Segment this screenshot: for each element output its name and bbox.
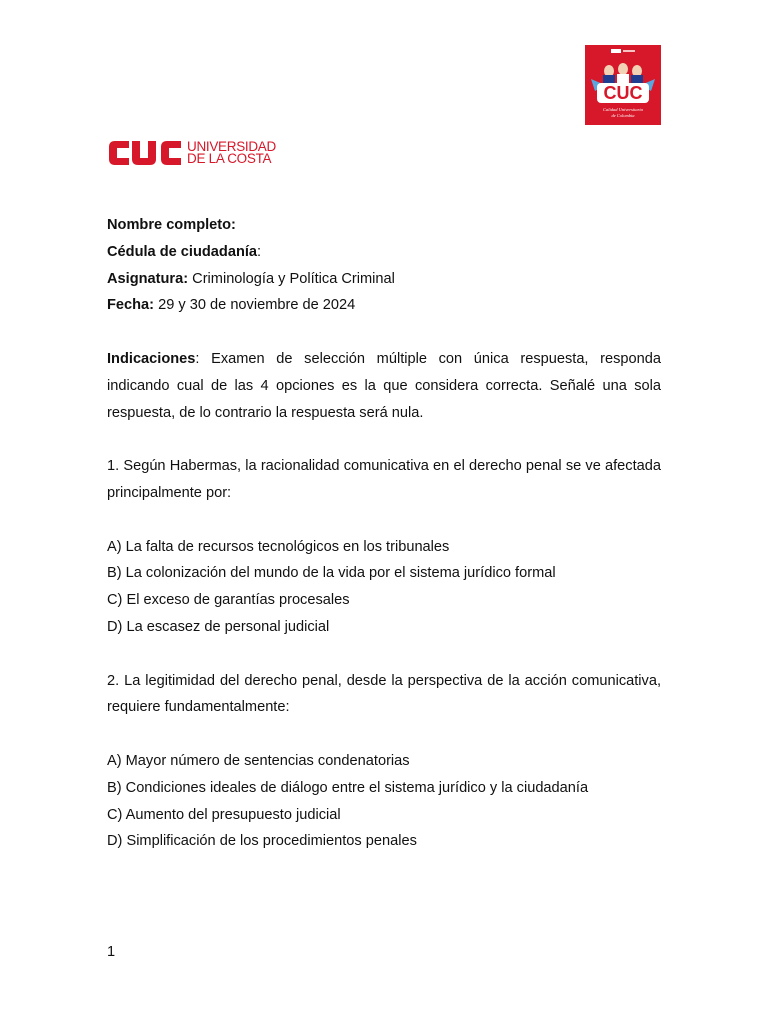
question-2-option-d: D) Simplificación de los procedimientos penales [107,833,417,850]
logo-wordmark [187,141,276,165]
spacer [107,319,661,346]
page-number: 1 [107,944,116,960]
badge-logo-text: CUC [603,83,643,103]
instructions-paragraph [107,346,661,426]
question-2-option-c: C) Aumento del presupuesto judicial [107,806,341,823]
question-1-option-b: B) La colonización del mundo de la vida por el sistema jurídico formal [107,565,556,582]
question-2-option-b: B) Condiciones ideales de diálogo entre el sistema jurídico y la ciudadanía [107,779,589,796]
question-2-text: 2. La legitimidad del derecho penal, desde la perspectiva de la acción comunicativa, requiere fundamentalmente: [107,672,661,716]
date-field [107,292,661,319]
subject-value: Criminología y Política Criminal [188,270,395,287]
name-label: Nombre completo: [107,217,236,233]
id-field [107,239,661,266]
exam-content [107,212,661,855]
question-1-option-c: C) El exceso de garantías procesales [107,592,350,609]
spacer [107,507,661,534]
date-label: Fecha: [107,297,155,314]
date-value: 29 y 30 de noviembre de 2024 [154,297,356,314]
badge-tagline-1: Calidad Universitaria [603,107,643,112]
name-field [107,212,661,239]
id-label: Cédula de ciudadanía [107,243,258,260]
spacer [107,426,661,453]
instructions-text: : Examen de selección múltiple con única respuesta, responda indicando cual de las 4 opciones es la que considera correcta. Señalé una sola respuesta, de lo contrario la respuesta será nula. [107,350,661,421]
badge-tagline-2: de Colombia [611,113,635,118]
spacer [107,721,661,748]
instructions-label: Indicaciones [107,350,196,367]
logo-text-line2: DE LA COSTA [187,151,272,166]
question-1-option-a: A) La falta de recursos tecnológicos en los tribunales [107,538,450,555]
spacer [107,641,661,668]
question-2-option-a: A) Mayor número de sentencias condenatorias [107,752,410,769]
cuc-logo-mark [107,139,183,167]
subject-label: Asignatura: [107,270,189,287]
logo-text-line1: UNIVERSIDAD [187,139,276,154]
cuc-badge-image [585,45,661,125]
subject-field [107,266,661,293]
badge-illustration [585,45,661,125]
question-1-text: 1. Según Habermas, la racionalidad comunicativa en el derecho penal se ve afectada principalmente por: [107,458,661,501]
question-1-option-d: D) La escasez de personal judicial [107,618,330,635]
university-logo [107,138,276,168]
id-colon: : [257,243,262,260]
